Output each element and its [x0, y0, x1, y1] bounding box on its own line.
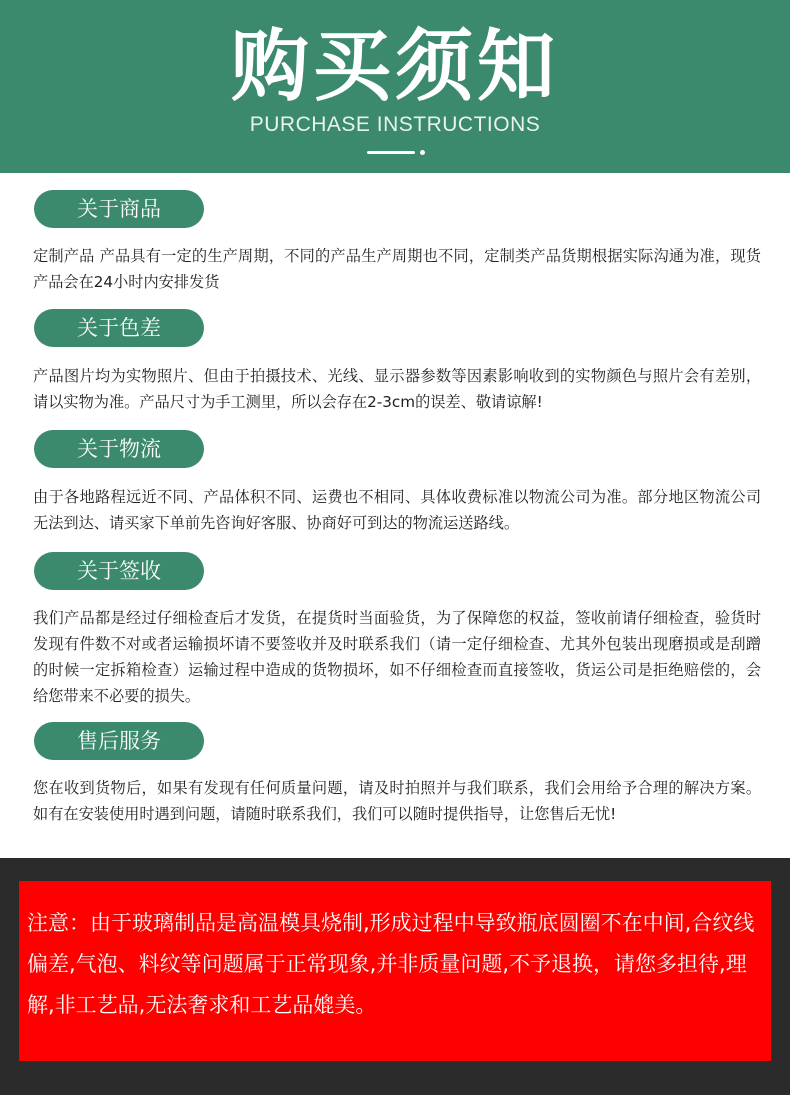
- section-label-after-sales: 售后服务: [34, 722, 204, 760]
- page-title: 购买须知: [230, 22, 559, 112]
- section-text-after-sales: 您在收到货物后，如果有发现有任何质量问题，请及时拍照并与我们联系，我们会用给予合理的解决方案。如有在安装使用时遇到问题，请随时联系我们，我们可以随时提供指导，让您售后无忧!: [33, 779, 761, 823]
- section-label-logistics: 关于物流: [34, 430, 204, 468]
- notice-text: 注意：由于玻璃制品是高温模具烧制,形成过程中导致瓶底圆圈不在中间,合纹线偏差,气泡、料纹等问题属于正常现象,并非质量问题,不予退换，请您多担待,理解,非工艺品,无法奢求和工艺品媲美。: [27, 911, 755, 1017]
- section-text-signing: 我们产品都是经过仔细检查后才发货，在提货时当面验货，为了保障您的权益，签收前请仔细检查，验货时发现有件数不对或者运输损坏请不要签收并及时联系我们（请一定仔细检查、尤其外包装出现磨损或是刮蹭的时候一定拆箱检查）运输过程中造成的货物损坏，如不仔细检查而直接签收，货运公司是拒绝赔偿的，会给您带来不必要的损失。: [33, 609, 761, 705]
- section-text-logistics: 由于各地路程远近不同、产品体积不同、运费也不相同、具体收费标准以物流公司为准。部分地区物流公司无法到达、请买家下单前先咨询好客服、协商好可到达的物流运送路线。: [33, 488, 761, 532]
- section-text-product: 定制产品 产品具有一定的生产周期，不同的产品生产周期也不同，定制类产品货期根据实际沟通为准，现货产品会在24小时内安排发货: [33, 247, 761, 291]
- section-label-product: 关于商品: [34, 190, 204, 228]
- section-label-color-difference: 关于色差: [34, 309, 204, 347]
- section-label-signing: 关于签收: [34, 552, 204, 590]
- notice-box: [19, 881, 771, 1061]
- header-banner: [0, 0, 790, 173]
- header-divider: [367, 151, 415, 154]
- header-divider-dot: [420, 150, 425, 155]
- page-subtitle: PURCHASE INSTRUCTIONS: [249, 113, 541, 136]
- section-text-color-difference: 产品图片均为实物照片、但由于拍摄技术、光线、显示器参数等因素影响收到的实物颜色与照片会有差别，请以实物为准。产品尺寸为手工测里，所以会存在2-3cm的误差、敬请谅解!: [33, 367, 761, 411]
